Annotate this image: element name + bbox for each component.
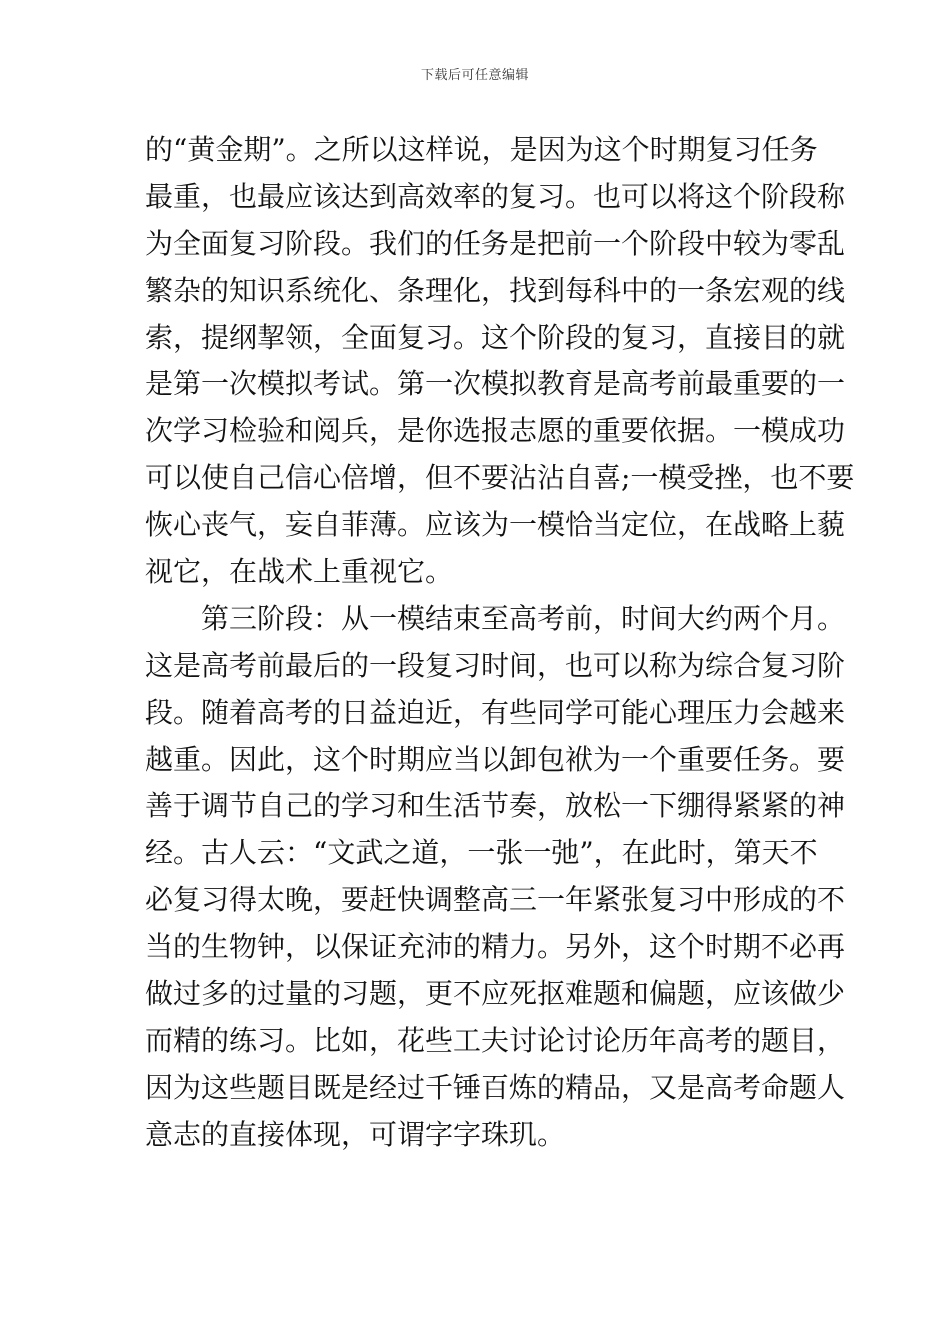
- text-line: 做过多的过量的习题，更不应死抠难题和偏题，应该做少: [145, 977, 846, 1011]
- text-line: 视它，在战术上重视它。: [145, 555, 454, 589]
- text-line: 善于调节自己的学习和生活节奏，放松一下绷得紧紧的神: [145, 789, 846, 823]
- text-line: 段。随着高考的日益迫近，有些同学可能心理压力会越来: [145, 695, 846, 729]
- text-line: 因为这些题目既是经过千锤百炼的精品，又是高考命题人: [145, 1070, 846, 1104]
- text-line: 必复习得太晚，要赶快调整高三一年紧张复习中形成的不: [145, 883, 846, 917]
- text-line: 当的生物钟，以保证充沛的精力。另外，这个时期不必再: [145, 930, 846, 964]
- page-header: 下载后可任意编辑: [420, 68, 529, 83]
- text-line: 是第一次模拟考试。第一次模拟教育是高考前最重要的一: [145, 367, 846, 401]
- text-line: 繁杂的知识系统化、条理化，找到每科中的一条宏观的线: [145, 273, 846, 307]
- text-line: 为全面复习阶段。我们的任务是把前一个阶段中较为零乱: [145, 226, 846, 260]
- text-line: 最重，也最应该达到高效率的复习。也可以将这个阶段称: [145, 179, 846, 213]
- text-line: 这是高考前最后的一段复习时间，也可以称为综合复习阶: [145, 648, 846, 682]
- text-line: 次学习检验和阅兵，是你选报志愿的重要依据。一模成功: [145, 414, 846, 448]
- document-body: [145, 127, 855, 1159]
- text-line: 恢心丧气，妄自菲薄。应该为一模恰当定位，在战略上藐: [145, 508, 846, 542]
- paragraph-start-line: 第三阶段：从一模结束至高考前，时间大约两个月。: [145, 601, 846, 635]
- text-line: 越重。因此，这个时期应当以卸包袱为一个重要任务。要: [145, 742, 846, 776]
- text-line: 经。古人云：“文武之道，一张一弛”，在此时，第天不: [145, 836, 818, 870]
- text-line: 索，提纲挈领，全面复习。这个阶段的复习，直接目的就: [145, 320, 846, 354]
- text-line: 的“黄金期”。之所以这样说，是因为这个时期复习任务: [145, 133, 818, 166]
- text-line: 可以使自己信心倍增，但不要沾沾自喜;一模受挫，也不要: [145, 461, 855, 495]
- text-line: 意志的直接体现，可谓字字珠玑。: [145, 1117, 566, 1151]
- text-line: 而精的练习。比如，花些工夫讨论讨论历年高考的题目，: [145, 1023, 846, 1057]
